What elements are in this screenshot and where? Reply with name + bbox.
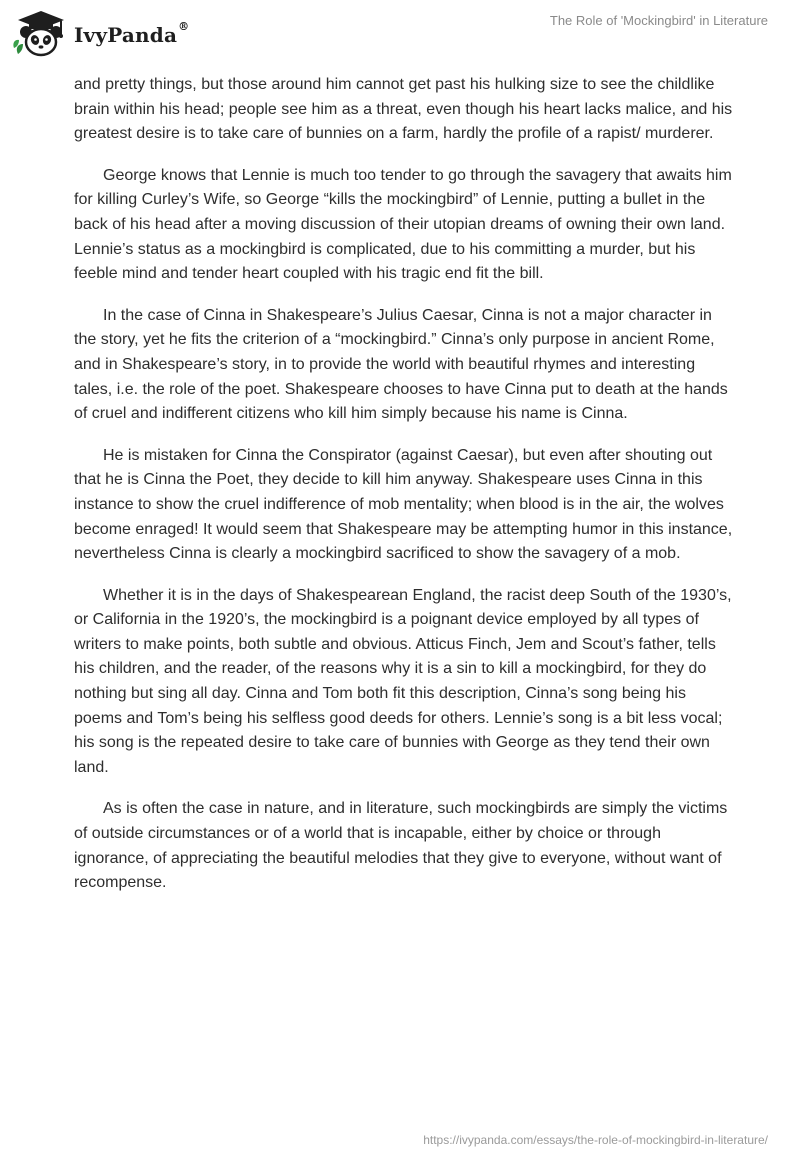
source-url-link[interactable]: https://ivypanda.com/essays/the-role-of-mockingbird-in-literature/ bbox=[423, 1133, 768, 1147]
essay-paragraph: As is often the case in nature, and in literature, such mockingbirds are simply the victims of outside circumstances or of a world that is incapable, either by choice or through ignorance, of appreciating the beautiful melodies that they give to everyone, without want of recompense. bbox=[74, 800, 728, 892]
essay-paragraph: and pretty things, but those around him cannot get past his hulking size to see the childlike brain within his head; people see him as a threat, even though his heart lacks malice, and his greatest desire is to take care of bunnies on a farm, hardly the profile of a rapist/ murderer. bbox=[74, 76, 733, 143]
page-header bbox=[0, 0, 800, 64]
registered-mark: ® bbox=[178, 20, 190, 33]
panda-graduation-cap-icon bbox=[12, 8, 70, 58]
essay-paragraph: George knows that Lennie is much too tender to go through the savagery that awaits him for killing Curley’s Wife, so George “kills the mockingbird” of Lennie, putting a bullet in the back of his head after a moving discussion of their utopian dreams of owning their own land. Lennie’s status as a mockingbird is complicated, due to his committing a murder, but his feeble mind and tender heart coupled with his tragic end fit the bill. bbox=[74, 166, 732, 283]
brand-name: IvyPanda® bbox=[74, 20, 190, 47]
essay-paragraph: In the case of Cinna in Shakespeare’s Julius Caesar, Cinna is not a major character in the story, yet he fits the criterion of a “mockingbird.” Cinna’s only purpose in ancient Rome, and in Shakespeare’s story, in to provide the world with beautiful rhymes and interesting tales, i.e. the role of the poet. Shakespeare chooses to have Cinna put to death at the hands of cruel and indifferent citizens who kill him simply because his name is Cinna. bbox=[74, 306, 728, 423]
brand-logo[interactable] bbox=[12, 8, 189, 58]
document-title: The Role of 'Mockingbird' in Literature bbox=[549, 13, 768, 28]
essay-paragraph: He is mistaken for Cinna the Conspirator (against Caesar), but even after shouting out that he is Cinna the Poet, they decide to kill him anyway. Shakespeare uses Cinna in this instance to show the cruel indifference of mob mentality; when blood is in the air, the wolves become enraged! It would seem that Shakespeare may be attempting humor in this instance, nevertheless Cinna is clearly a mockingbird sacrificed to show the savagery of a mob. bbox=[74, 446, 733, 563]
essay-paragraph: Whether it is in the days of Shakespearean England, the racist deep South of the 1930’s, or California in the 1920’s, the mockingbird is a poignant device employed by all types of writers to make points, both subtle and obvious. Atticus Finch, Jem and Scout’s father, tells his children, and the reader, of the reasons why it is a sin to kill a mockingbird, for they do nothing but sing all day. Cinna and Tom both fit this description, Cinna’s song being his poems and Tom’s being his selfless good deeds for others. Lennie’s song is a bit less vocal; his song is the repeated desire to take care of bunnies with George as they tend their own land. bbox=[74, 586, 732, 776]
essay-body bbox=[74, 73, 734, 913]
